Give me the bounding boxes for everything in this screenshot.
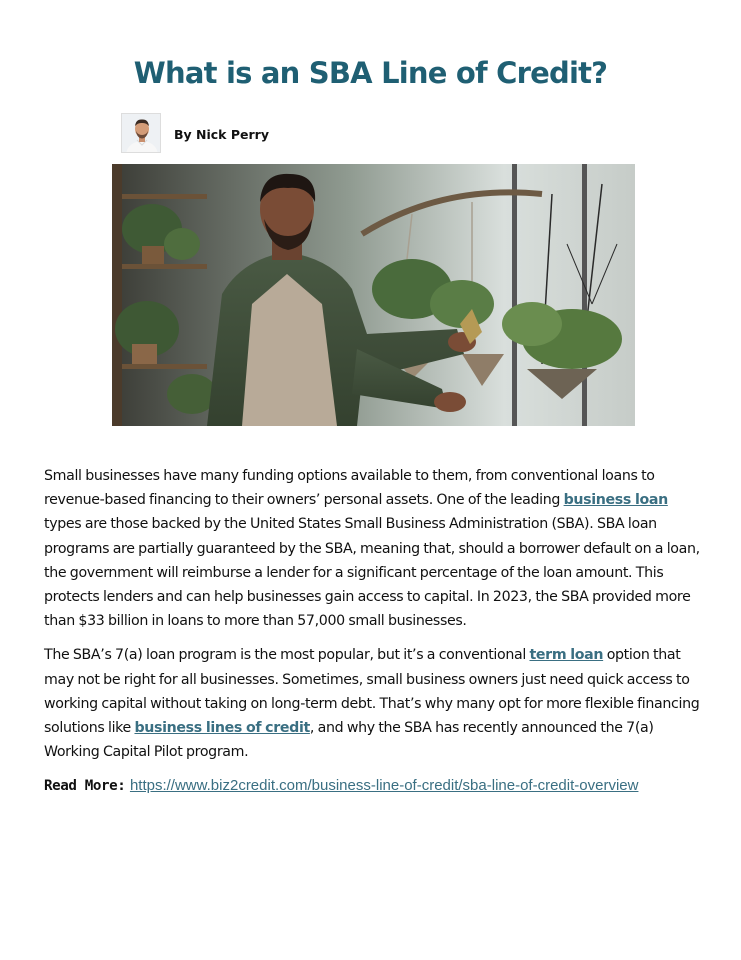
business-loan-link[interactable]: business loan <box>563 492 668 509</box>
business-lines-of-credit-link[interactable]: business lines of credit <box>134 720 310 737</box>
paragraph-intro-text-2: types are those backed by the United States Small Business Administration (SBA). SBA loan programs are partially guaranteed by the SBA, meaning that, should a borrower default on a loan, the government will reimburse a lender for a significant percentage of the loan amount. This protects lenders and can help businesses gain access to capital. In 2023, the SBA provided more than $33 billion in loans to more than 57,000 small businesses. <box>44 516 700 630</box>
read-more <box>44 774 704 798</box>
read-more-link[interactable]: https://www.biz2credit.com/business-line-of-credit/sba-line-of-credit-overview <box>129 777 639 795</box>
paragraph-7a-text-3: , and why the SBA has recently announced the 7(a) Working Capital Pilot program. <box>44 720 654 761</box>
term-loan-link[interactable]: term loan <box>529 647 604 664</box>
paragraph-7a-text-2: option that may not be right for all businesses. Sometimes, small business owners just need quick access to working capital without taking on long-term debt. That’s why many opt for more flexible financing solutions like <box>44 647 700 737</box>
hero-image <box>112 164 635 426</box>
article-body <box>44 464 704 799</box>
read-more-label: Read More: <box>44 778 126 795</box>
author-avatar <box>121 113 161 153</box>
article-title: What is an SBA Line of Credit? <box>133 56 608 90</box>
byline <box>121 113 269 153</box>
author-name: By Nick Perry <box>174 126 269 142</box>
paragraph-7a-text-1: The SBA’s 7(a) loan program is the most popular, but it’s a conventional <box>44 647 530 664</box>
paragraph-intro <box>44 464 704 633</box>
paragraph-intro-text-1: Small businesses have many funding options available to them, from conventional loans to revenue-based financing to their owners’ personal assets. One of the leading <box>44 468 655 509</box>
paragraph-7a-program <box>44 643 704 764</box>
